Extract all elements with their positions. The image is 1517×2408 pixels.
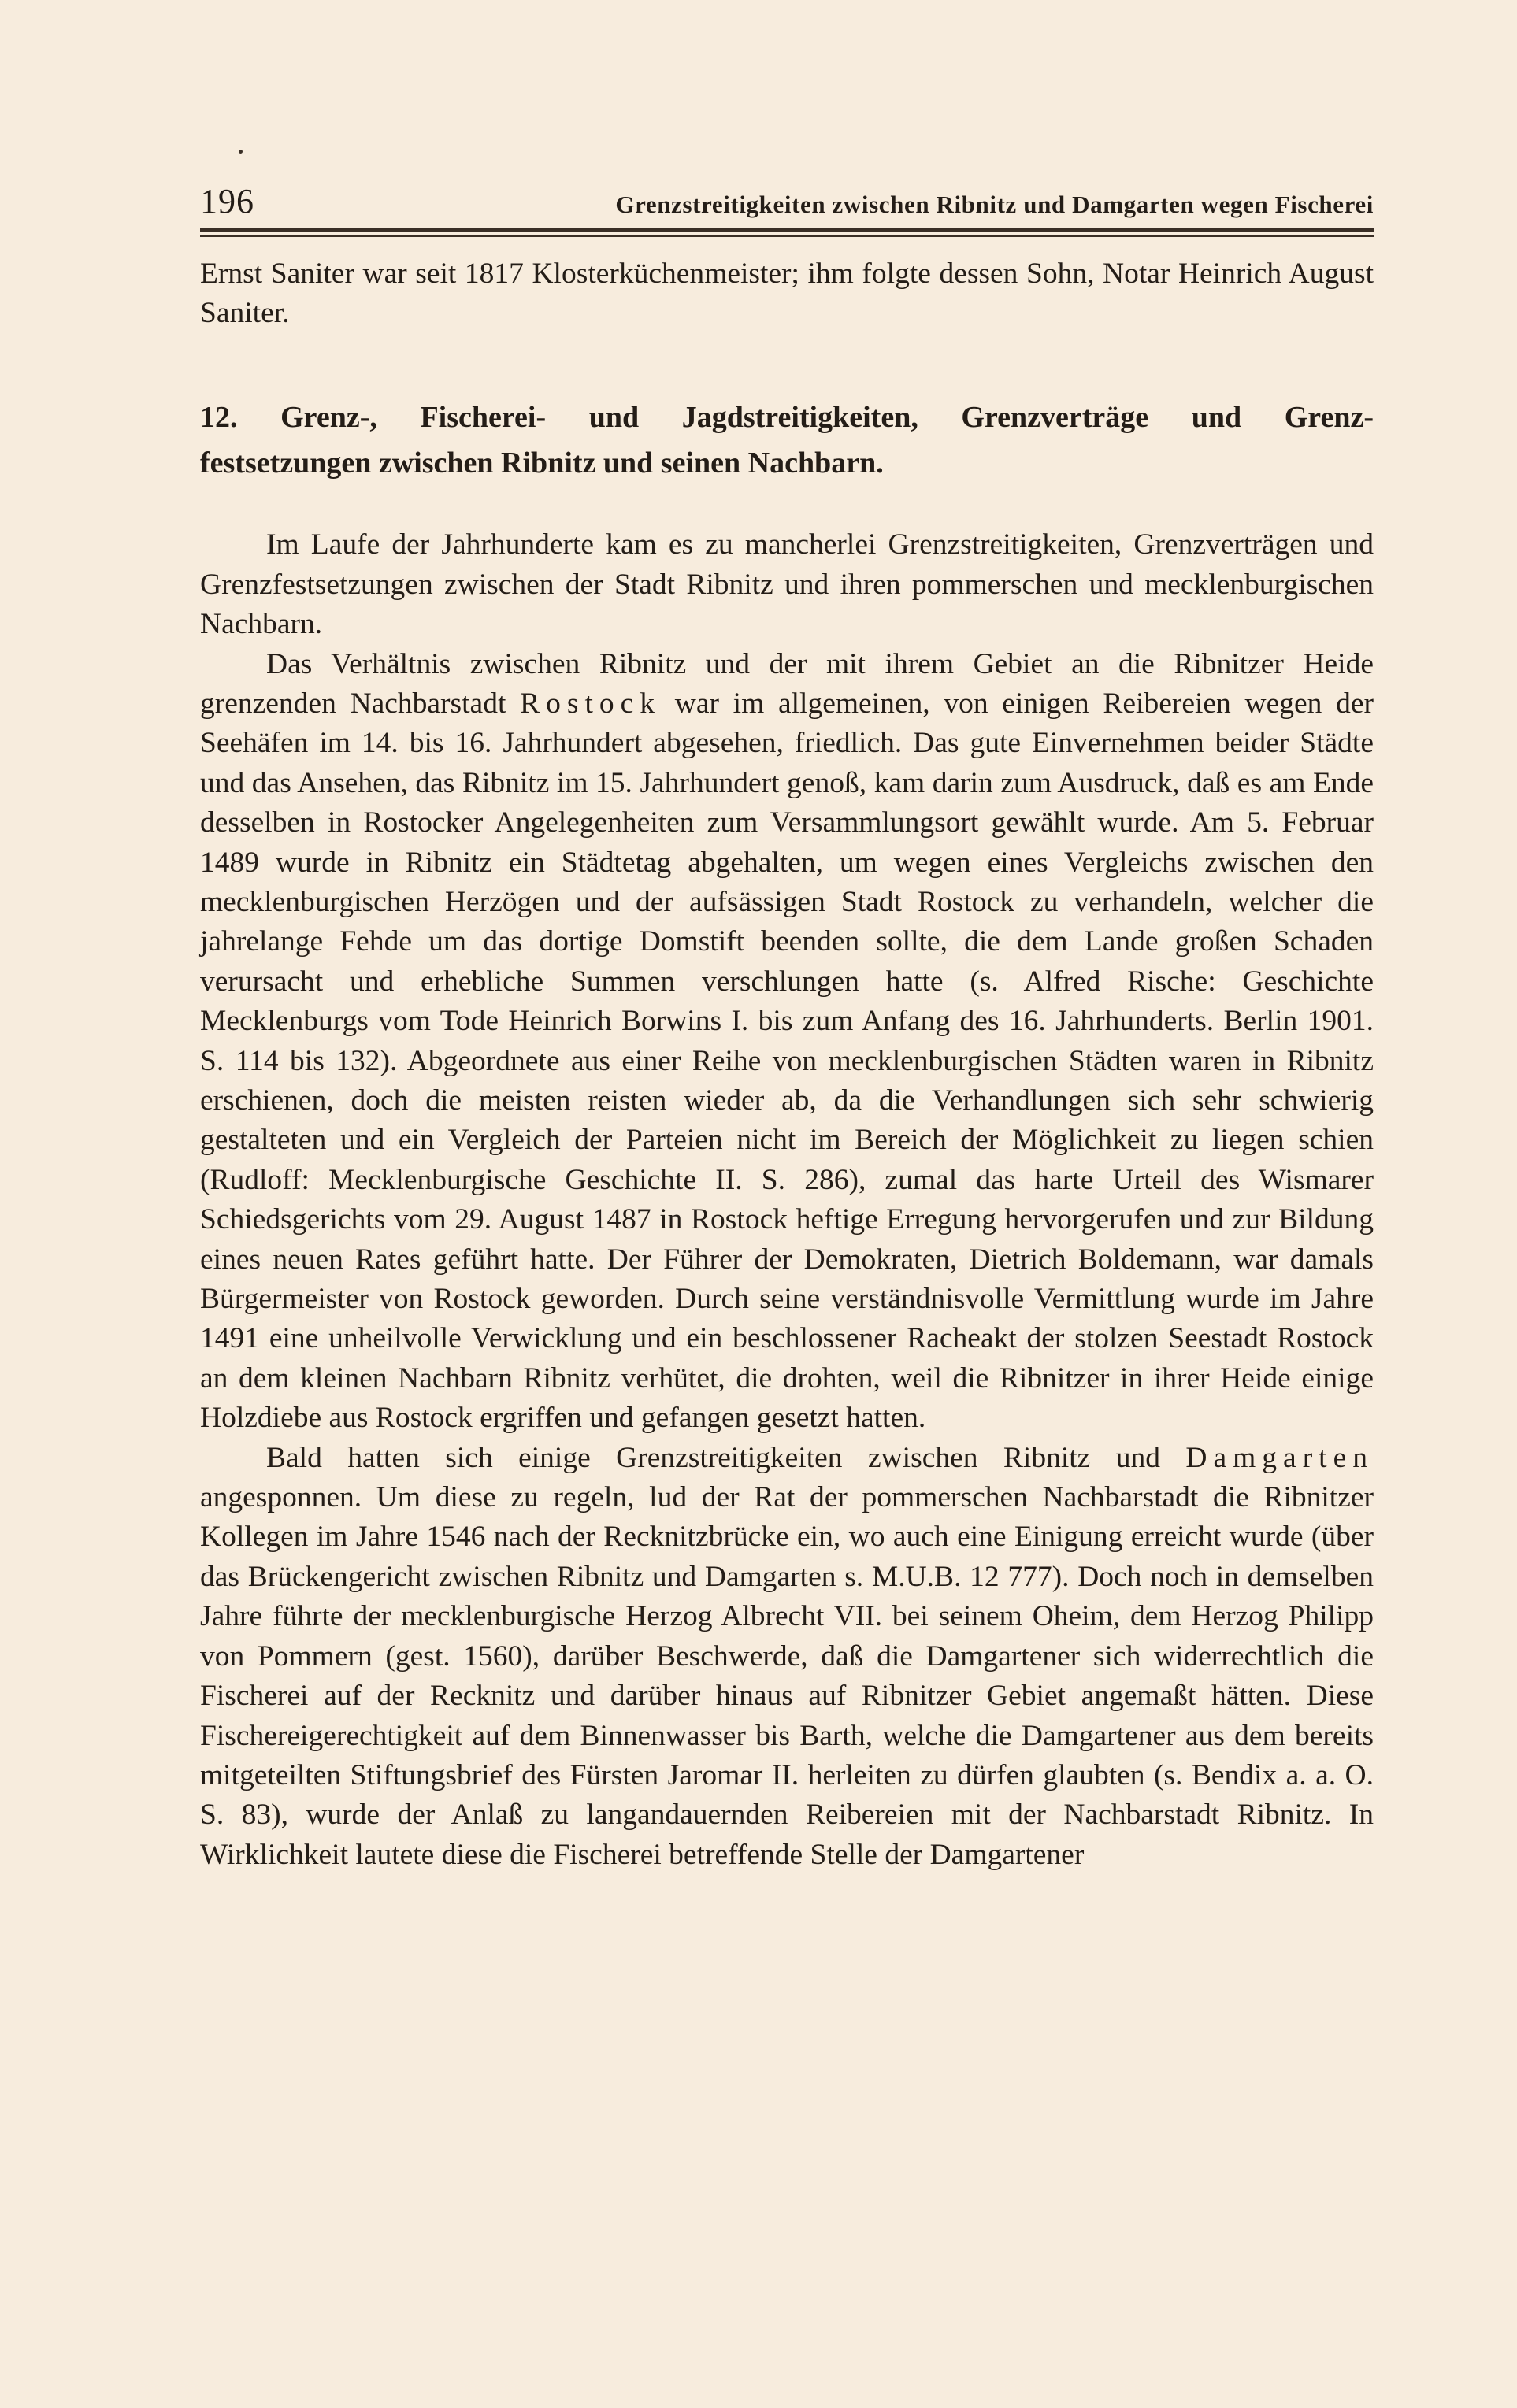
running-head: Grenzstreitigkeiten zwischen Ribnitz und Damgarten wegen Fischerei: [615, 191, 1374, 218]
paragraph-3-rest: angesponnen. Um diese zu regeln, lud der Rat der pommerschen Nachbarstadt die Ribnitzer Kollegen im Jahre 1546 nach der Recknitzbrücke ein, wo auch eine Einigung erreicht wurde (über das Brückengericht zwischen Ribnitz und Damgarten s. M.U.B. 12 777). Doch noch in demselben Jahre führte der mecklenburgische Herzog Albrecht VII. bei seinem Oheim, dem Herzog Philipp von Pommern (gest. 1560), darüber Beschwerde, daß die Damgartener sich widerrechtlich die Fischerei auf der Recknitz und darüber hinaus auf Ribnitzer Gebiet angemaßt hätten. Diese Fischereigerechtigkeit auf dem Binnenwasser bis Barth, welche die Damgartener aus dem bereits mitgeteilten Stiftungsbrief des Fürsten Jaromar II. herleiten zu dürfen glaubten (s. Bendix a. a. O. S. 83), wurde der Anlaß zu langandauernden Reibereien mit der Nachbarstadt Ribnitz. In Wirklichkeit lautete diese die Fischerei betreffende Stelle der Damgartener: [200, 1481, 1374, 1871]
paragraph-2-start: Das Verhältnis zwischen Ribnitz und der mit ihrem Gebiet an die Ribnitzer Heide grenzenden Nachbarstadt: [200, 647, 1374, 720]
page-number: 196: [200, 182, 254, 220]
print-speck: [239, 150, 243, 154]
header-rule-thin: [200, 235, 1374, 237]
header-rule-thick: [200, 228, 1374, 232]
body-text: [200, 254, 1374, 1876]
paragraph-3-start: Bald hatten sich einige Grenzstreitigkeiten zwischen Ribnitz und: [266, 1441, 1160, 1474]
paragraph-3: [200, 1439, 1374, 1875]
page: [200, 181, 1374, 2378]
lead-paragraph: Ernst Saniter war seit 1817 Klosterküchenmeister; ihm folgte dessen Sohn, Notar Heinrich August Saniter.: [200, 257, 1374, 329]
place-name-damgarten: Damgarten: [1185, 1441, 1374, 1474]
paragraph-1: Im Laufe der Jahrhunderte kam es zu mancherlei Grenzstreitigkeiten, Grenzverträgen und Grenzfestsetzungen zwischen der Stadt Ribnitz und ihren pommerschen und mecklenburgischen Nachbarn.: [200, 528, 1374, 641]
page-header: [200, 181, 1374, 220]
place-name-rostock: Rostock: [520, 687, 662, 720]
section-heading: [200, 395, 1374, 486]
paragraph-2-rest: war im allgemeinen, von einigen Reibereien wegen der Seehäfen im 14. bis 16. Jahrhundert abgesehen, friedlich. Das gute Einvernehmen beider Städte und das Ansehen, das Ribnitz im 15. Jahrhundert genoß, kam darin zum Ausdruck, daß es am Ende desselben in Rostocker Angelegenheiten zum Versammlungsort gewählt wurde. Am 5. Februar 1489 wurde in Ribnitz ein Städtetag abgehalten, um wegen eines Vergleichs zwischen den mecklenburgischen Herzögen und der aufsässigen Stadt Rostock zu verhandeln, welcher die jahrelange Fehde um das dortige Domstift beenden sollte, die dem Lande großen Schaden verursacht und erhebliche Summen verschlungen hatte (s. Alfred Rische: Geschichte Mecklenburgs vom Tode Heinrich Borwins I. bis zum Anfang des 16. Jahrhunderts. Berlin 1901. S. 114 bis 132). Abgeordnete aus einer Reihe von mecklenburgischen Städten waren in Ribnitz erschienen, doch die meisten reisten wieder ab, da die Verhandlungen sich sehr schwierig gestalteten und ein Vergleich der Parteien nicht im Bereich der Möglichkeit zu liegen schien (Rudloff: Mecklenburgische Geschichte II. S. 286), zumal das harte Urteil des Wismarer Schiedsgerichts vom 29. August 1487 in Rostock heftige Erregung hervorgerufen und zur Bildung eines neuen Rates geführt hatte. Der Führer der Demokraten, Dietrich Boldemann, war damals Bürgermeister von Rostock geworden. Durch seine verständnisvolle Vermittlung wurde im Jahre 1491 eine unheilvolle Verwicklung und ein beschlossener Racheakt der stolzen Seestadt Rostock an dem kleinen Nachbarn Ribnitz verhütet, die drohten, weil die Ribnitzer in ihrer Heide einige Holzdiebe aus Rostock ergriffen und gefangen gesetzt hatten.: [200, 687, 1374, 1435]
section-heading-line-2: festsetzungen zwischen Ribnitz und seinen Nachbarn.: [200, 446, 884, 480]
paragraph-2: [200, 645, 1374, 1439]
section-heading-line-1: 12. Grenz-, Fischerei- und Jagdstreitigkeiten, Grenzverträge und Grenz-: [200, 401, 1374, 435]
